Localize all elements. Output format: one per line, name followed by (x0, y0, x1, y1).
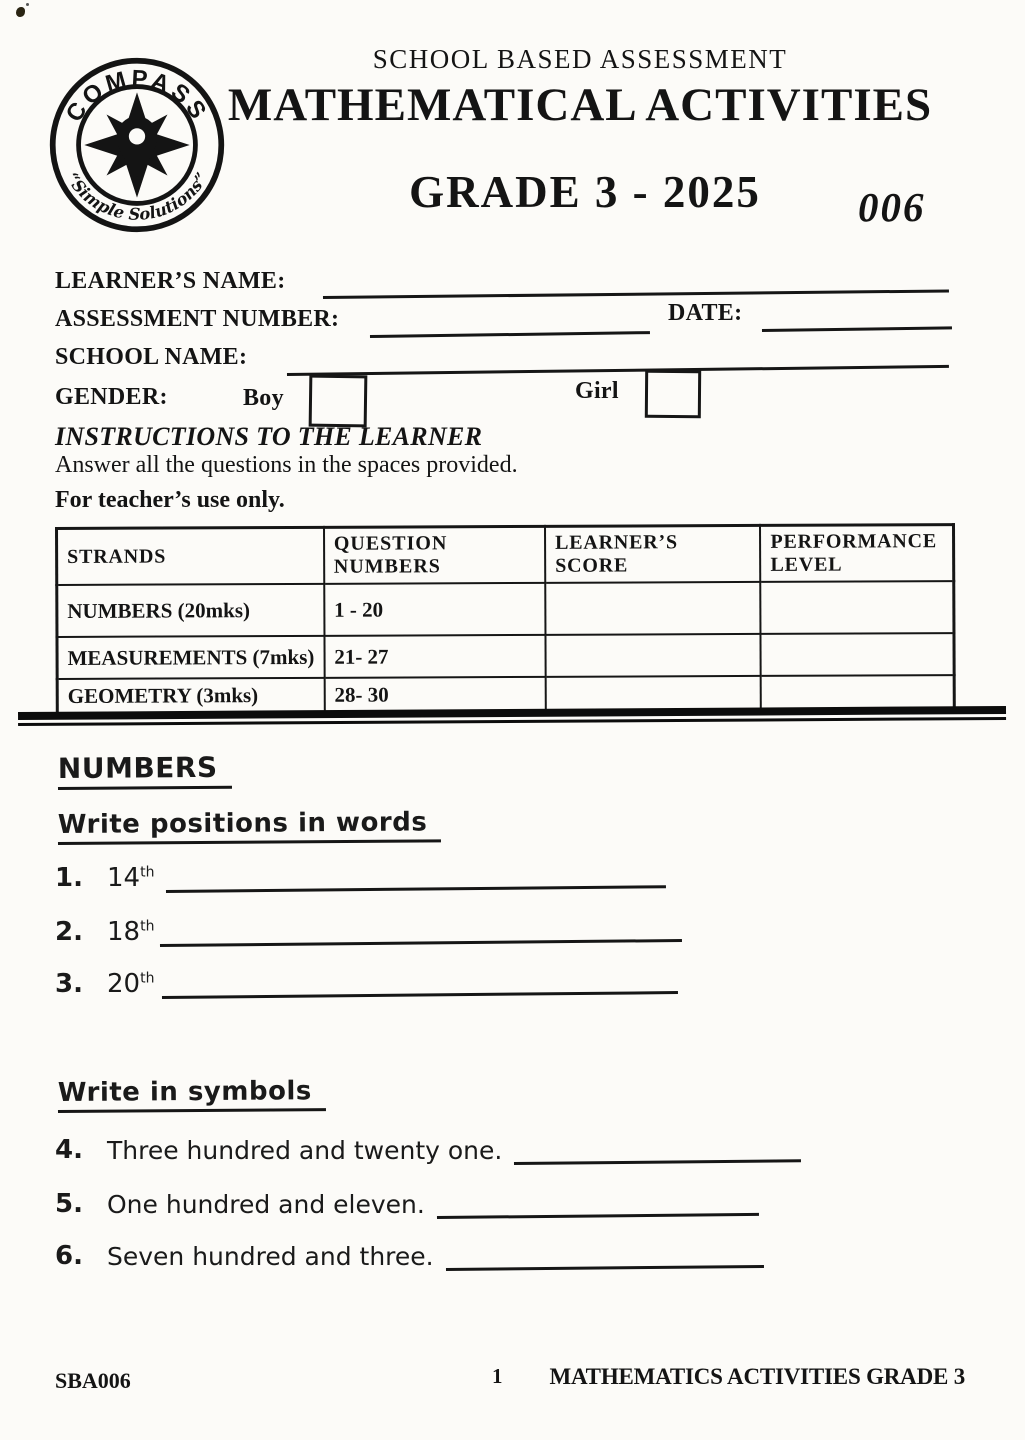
strand-cell: NUMBERS (20mks) (57, 584, 324, 637)
girl-label: Girl (575, 378, 619, 404)
logo-arc-top-text: COMPASS (60, 65, 214, 127)
section-heading-numbers: NUMBERS (58, 751, 232, 790)
question-text (107, 863, 154, 893)
position-value: 18 (107, 917, 141, 947)
girl-checkbox[interactable] (645, 370, 701, 418)
question-numbers-cell: 1 - 20 (324, 583, 546, 636)
subheading-write-positions: Write positions in words (58, 807, 442, 845)
school-name-label: SCHOOL NAME: (55, 344, 248, 370)
paper-code: 006 (858, 184, 926, 230)
question-row (55, 1188, 970, 1219)
answer-line[interactable] (437, 1185, 759, 1219)
boy-checkbox[interactable] (309, 375, 368, 428)
gender-label: GENDER: (55, 384, 168, 410)
learner-score-cell[interactable] (545, 582, 761, 635)
learner-name-label: LEARNER’S NAME: (55, 268, 286, 294)
scan-speck (16, 7, 25, 17)
learner-name-line[interactable] (323, 289, 949, 299)
performance-level-cell[interactable] (761, 633, 954, 676)
header-line1: SCHOOL BASED ASSESSMENT (372, 44, 788, 74)
position-value: 20 (107, 969, 141, 999)
table-row (57, 581, 954, 637)
answer-line[interactable] (514, 1131, 801, 1165)
question-row (55, 916, 970, 947)
question-text: Seven hundred and three. (107, 1242, 434, 1271)
question-text: Three hundred and twenty one. (107, 1136, 503, 1165)
question-row (55, 1240, 970, 1271)
performance-level-cell[interactable] (761, 581, 954, 634)
logo-arc-bottom-text: “Simple Solutions” (62, 169, 212, 224)
question-number: 5. (55, 1189, 83, 1219)
footer-title: MATHEMATICS ACTIVITIES GRADE 3 (549, 1364, 965, 1389)
question-numbers-cell: 21- 27 (324, 635, 546, 678)
question-text: One hundred and eleven. (107, 1190, 425, 1219)
page-number: 1 (492, 1364, 503, 1388)
answer-line[interactable] (166, 857, 666, 893)
question-row (55, 1134, 970, 1165)
question-number: 6. (55, 1241, 83, 1271)
teacher-score-table (55, 523, 956, 716)
question-number: 2. (55, 917, 83, 947)
boy-label: Boy (243, 385, 284, 411)
col-header-learner-score: LEARNER’S SCORE (545, 525, 761, 582)
question-number: 1. (55, 863, 83, 893)
learner-score-cell[interactable] (546, 634, 761, 677)
question-numbers-cell: 28- 30 (324, 677, 545, 714)
table-row (57, 633, 954, 679)
instructions-title: INSTRUCTIONS TO THE LEARNER (55, 422, 483, 451)
location-pin-icon (117, 116, 157, 177)
grade-year-title: GRADE 3 - 2025 (409, 167, 761, 217)
strand-cell: GEOMETRY (3mks) (57, 678, 324, 715)
ordinal-suffix: th (140, 864, 155, 881)
teacher-use-note: For teacher’s use only. (55, 487, 285, 513)
assessment-number-label: ASSESSMENT NUMBER: (55, 306, 340, 332)
question-text (107, 917, 154, 947)
col-header-strands: STRANDS (57, 527, 324, 585)
answer-line[interactable] (162, 963, 678, 999)
col-header-question-numbers: QUESTION NUMBERS (324, 526, 546, 583)
question-number: 4. (55, 1135, 83, 1165)
assessment-number-line[interactable] (370, 331, 650, 338)
ordinal-suffix: th (140, 970, 155, 987)
position-value: 14 (107, 863, 141, 893)
answer-line[interactable] (445, 1237, 763, 1271)
instructions-body: Answer all the questions in the spaces provided. (55, 452, 518, 478)
question-row (55, 862, 970, 893)
question-row (55, 968, 970, 999)
date-line[interactable] (762, 326, 952, 332)
strand-cell: MEASUREMENTS (7mks) (57, 636, 324, 679)
page-title: MATHEMATICAL ACTIVITIES (227, 79, 933, 131)
subheading-write-symbols: Write in symbols (58, 1076, 326, 1113)
footer-paper-id: SBA006 (55, 1368, 131, 1393)
question-number: 3. (55, 969, 83, 999)
col-header-performance-level: PERFORMANCE LEVEL (760, 525, 953, 582)
ordinal-suffix: th (140, 918, 155, 935)
date-label: DATE: (668, 300, 743, 326)
question-text (107, 969, 154, 999)
table-header-row (57, 525, 954, 585)
school-name-line[interactable] (287, 365, 949, 376)
answer-line[interactable] (160, 911, 682, 947)
